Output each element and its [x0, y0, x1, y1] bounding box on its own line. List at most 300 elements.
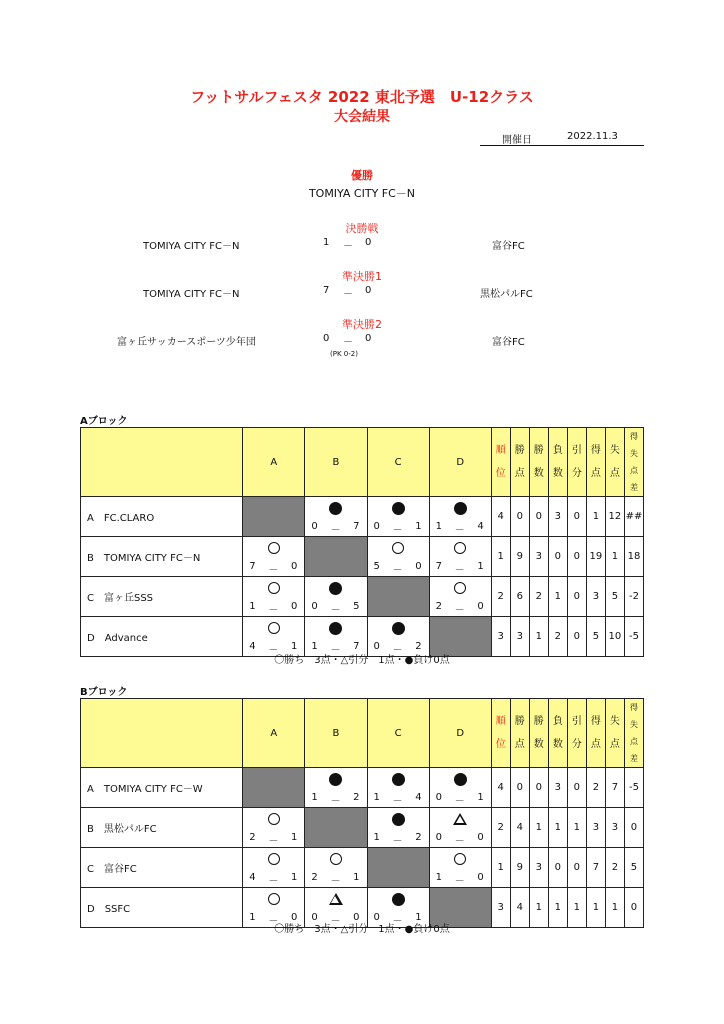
- match-cell: [243, 808, 305, 848]
- score-left: 0: [311, 601, 318, 612]
- team-name: C 富ヶ丘SSS: [81, 577, 243, 617]
- stat-header-ga-char: 点: [609, 739, 620, 750]
- header-corner: [81, 699, 243, 768]
- score-right: 5: [353, 601, 360, 612]
- score-dash: －: [392, 645, 403, 656]
- stat-points: 0: [510, 497, 529, 537]
- score-right: 1: [291, 641, 298, 652]
- loss-dot-icon: [454, 502, 467, 515]
- score-right: 1: [477, 792, 484, 803]
- stat-losses: 0: [548, 848, 567, 888]
- header-row: [81, 699, 644, 768]
- score-right: 1: [291, 872, 298, 883]
- match-cell: [305, 768, 367, 808]
- score-dash: －: [392, 916, 403, 927]
- score-left: 5: [373, 561, 380, 572]
- score-dash: －: [392, 565, 403, 576]
- final-home-team: TOMIYA CITY FC－N: [143, 241, 240, 252]
- win-circle-icon: [268, 813, 280, 825]
- semi2-away-score: 0: [365, 333, 372, 344]
- score-right: 1: [415, 521, 422, 532]
- match-cell: [243, 537, 305, 577]
- table-row: [81, 537, 644, 577]
- block-a-table: [80, 427, 644, 657]
- stat-header-rank: [491, 428, 510, 497]
- score-left: 1: [249, 912, 256, 923]
- result-mark: [368, 542, 429, 556]
- score-right: 1: [291, 832, 298, 843]
- stat-rank: 2: [491, 577, 510, 617]
- stat-header-gd-char: 差: [629, 754, 638, 763]
- stat-header-wins-char: 数: [533, 739, 544, 750]
- stat-wins: 1: [529, 808, 548, 848]
- semi1-away-team: 黒松パルFC: [480, 289, 533, 300]
- stat-wins: 3: [529, 537, 548, 577]
- stat-gf: 19: [586, 537, 605, 577]
- team-name: A TOMIYA CITY FC－W: [81, 768, 243, 808]
- match-cell: [429, 537, 491, 577]
- match-score: [368, 521, 429, 536]
- score-dash: －: [330, 796, 341, 807]
- stat-header-rank-char: 位: [495, 468, 506, 479]
- stat-header-wins-char: 数: [533, 468, 544, 479]
- self-match-cell: [367, 848, 429, 888]
- stat-gf: 7: [586, 848, 605, 888]
- champion-label: 優勝: [351, 169, 373, 182]
- score-left: 0: [311, 912, 318, 923]
- stat-header-ga: [605, 699, 624, 768]
- match-cell: [429, 848, 491, 888]
- result-mark: [243, 622, 304, 636]
- stat-wins: 1: [529, 617, 548, 657]
- score-left: 1: [373, 832, 380, 843]
- stat-rank: 4: [491, 497, 510, 537]
- loss-dot-icon: [454, 773, 467, 786]
- stat-header-gd-char: 失: [629, 720, 638, 729]
- score-right: 1: [477, 561, 484, 572]
- match-cell: [429, 768, 491, 808]
- semi1-home-score: 7: [323, 285, 330, 296]
- match-cell: [367, 497, 429, 537]
- win-circle-icon: [454, 542, 466, 554]
- score-dash: －: [454, 836, 465, 847]
- score-dash: －: [454, 605, 465, 616]
- match-cell: [243, 848, 305, 888]
- score-dash: －: [454, 565, 465, 576]
- match-cell: [367, 537, 429, 577]
- page-title: フットサルフェスタ 2022 東北予選 U-12クラス: [190, 88, 534, 106]
- win-circle-icon: [330, 853, 342, 865]
- stat-wins: 0: [529, 497, 548, 537]
- score-right: 0: [291, 561, 298, 572]
- stat-header-points-char: 点: [514, 739, 525, 750]
- match-score: [368, 792, 429, 807]
- stat-points: 9: [510, 848, 529, 888]
- score-dash: －: [454, 796, 465, 807]
- score-left: 1: [435, 872, 442, 883]
- header-row: [81, 428, 644, 497]
- stat-gf: 3: [586, 808, 605, 848]
- stat-draws: 0: [567, 768, 586, 808]
- stat-gd: 0: [624, 888, 643, 928]
- self-match-cell: [367, 577, 429, 617]
- score-right: 0: [353, 912, 360, 923]
- semi2-dash: －: [343, 337, 353, 348]
- score-left: 2: [249, 832, 256, 843]
- result-mark: [305, 853, 366, 867]
- match-cell: [429, 577, 491, 617]
- match-score: [243, 561, 304, 576]
- champion-team: TOMIYA CITY FC－N: [308, 187, 416, 200]
- score-dash: －: [268, 836, 279, 847]
- table-row: [81, 848, 644, 888]
- match-cell: [429, 497, 491, 537]
- score-dash: －: [268, 876, 279, 887]
- stat-header-rank-char: 位: [495, 739, 506, 750]
- stat-rank: 1: [491, 848, 510, 888]
- match-score: [243, 601, 304, 616]
- score-left: 0: [373, 912, 380, 923]
- stat-header-ga-char: 失: [609, 716, 620, 727]
- stat-header-gd-char: 得: [629, 703, 638, 712]
- score-right: 2: [415, 832, 422, 843]
- result-mark: [368, 622, 429, 636]
- semi1-label: 準決勝1: [342, 270, 382, 283]
- loss-dot-icon: [392, 893, 405, 906]
- stat-draws: 0: [567, 617, 586, 657]
- score-right: 0: [477, 601, 484, 612]
- score-right: 1: [353, 872, 360, 883]
- match-cell: [305, 848, 367, 888]
- stat-header-points-char: 勝: [514, 445, 525, 456]
- score-left: 0: [311, 521, 318, 532]
- final-home-score: 1: [323, 237, 330, 248]
- date-underline: [480, 145, 644, 146]
- stat-header-gf-char: 点: [590, 739, 601, 750]
- team-name: B 黒松パルFC: [81, 808, 243, 848]
- stat-gd: -5: [624, 617, 643, 657]
- table-row: [81, 768, 644, 808]
- result-mark: [368, 893, 429, 907]
- stat-gf: 1: [586, 497, 605, 537]
- result-mark: [368, 773, 429, 787]
- stat-header-losses-char: 負: [552, 716, 563, 727]
- final-away-team: 富谷FC: [492, 241, 525, 252]
- score-dash: －: [268, 565, 279, 576]
- stat-header-draws-char: 引: [571, 716, 582, 727]
- loss-dot-icon: [329, 622, 342, 635]
- score-left: 1: [311, 641, 318, 652]
- stat-gf: 5: [586, 617, 605, 657]
- score-right: 4: [415, 792, 422, 803]
- stat-header-gd-char: 点: [629, 466, 638, 475]
- semi2-home-score: 0: [323, 333, 330, 344]
- stat-header-draws: [567, 699, 586, 768]
- stat-rank: 1: [491, 537, 510, 577]
- stat-header-ga-char: 失: [609, 445, 620, 456]
- column-header-c: C: [367, 428, 429, 497]
- score-right: 4: [477, 521, 484, 532]
- stat-draws: 0: [567, 537, 586, 577]
- result-mark: [243, 582, 304, 596]
- team-name: C 富谷FC: [81, 848, 243, 888]
- column-header-d: D: [429, 428, 491, 497]
- stat-header-losses-char: 数: [552, 468, 563, 479]
- stat-ga: 3: [605, 808, 624, 848]
- stat-draws: 0: [567, 497, 586, 537]
- match-score: [430, 872, 491, 887]
- table-row: [81, 497, 644, 537]
- draw-triangle-icon: [453, 813, 467, 825]
- stat-header-ga: [605, 428, 624, 497]
- table-row: [81, 808, 644, 848]
- result-mark: [430, 853, 491, 867]
- match-score: [430, 792, 491, 807]
- block-b-legend: 〇勝ち 3点・△引分 1点・●負け0点: [274, 924, 450, 935]
- match-score: [368, 832, 429, 847]
- stat-header-gd: [624, 699, 643, 768]
- stat-ga: 1: [605, 537, 624, 577]
- score-left: 7: [435, 561, 442, 572]
- stat-header-losses-char: 負: [552, 445, 563, 456]
- stat-losses: 3: [548, 497, 567, 537]
- result-mark: [305, 622, 366, 636]
- score-left: 4: [249, 872, 256, 883]
- semi1-dash: －: [343, 289, 353, 300]
- result-mark: [305, 502, 366, 516]
- stat-rank: 4: [491, 768, 510, 808]
- column-header-b: B: [305, 428, 367, 497]
- score-left: 0: [373, 521, 380, 532]
- stat-header-wins-char: 勝: [533, 445, 544, 456]
- result-mark: [243, 542, 304, 556]
- stat-ga: 10: [605, 617, 624, 657]
- table-row: [81, 577, 644, 617]
- self-match-cell: [243, 768, 305, 808]
- stat-header-draws-char: 引: [571, 445, 582, 456]
- match-cell: [429, 808, 491, 848]
- final-label: 決勝戦: [345, 222, 379, 235]
- win-circle-icon: [268, 893, 280, 905]
- column-header-a: A: [243, 699, 305, 768]
- result-mark: [430, 813, 491, 827]
- score-dash: －: [392, 836, 403, 847]
- score-left: 4: [249, 641, 256, 652]
- semi1-home-team: TOMIYA CITY FC－N: [143, 289, 240, 300]
- score-dash: －: [330, 645, 341, 656]
- stat-gf: 1: [586, 888, 605, 928]
- stat-ga: 2: [605, 848, 624, 888]
- stat-rank: 3: [491, 617, 510, 657]
- stat-header-points-char: 勝: [514, 716, 525, 727]
- score-right: 7: [353, 641, 360, 652]
- match-score: [305, 792, 366, 807]
- stat-header-gf-char: 得: [590, 716, 601, 727]
- score-left: 2: [311, 872, 318, 883]
- score-right: 1: [415, 912, 422, 923]
- stat-ga: 12: [605, 497, 624, 537]
- semi1-away-score: 0: [365, 285, 372, 296]
- date-value: 2022.11.3: [567, 131, 618, 142]
- score-left: 1: [373, 792, 380, 803]
- column-header-d: D: [429, 699, 491, 768]
- stat-draws: 0: [567, 848, 586, 888]
- draw-triangle-icon: [329, 893, 343, 905]
- score-left: 1: [249, 601, 256, 612]
- result-mark: [430, 542, 491, 556]
- stat-header-losses: [548, 699, 567, 768]
- stat-header-gd-char: 差: [629, 483, 638, 492]
- stat-header-wins: [529, 428, 548, 497]
- semi2-pk: (PK 0-2): [330, 350, 358, 358]
- score-dash: －: [268, 645, 279, 656]
- result-mark: [243, 893, 304, 907]
- stat-draws: 1: [567, 808, 586, 848]
- team-name: D SSFC: [81, 888, 243, 928]
- result-mark: [368, 813, 429, 827]
- score-dash: －: [330, 916, 341, 927]
- stat-header-points-char: 点: [514, 468, 525, 479]
- match-score: [243, 872, 304, 887]
- team-name: B TOMIYA CITY FC－N: [81, 537, 243, 577]
- stat-header-losses-char: 数: [552, 739, 563, 750]
- result-mark: [243, 853, 304, 867]
- stat-rank: 3: [491, 888, 510, 928]
- stat-draws: 0: [567, 577, 586, 617]
- stat-header-draws-char: 分: [571, 739, 582, 750]
- score-dash: －: [454, 525, 465, 536]
- column-header-a: A: [243, 428, 305, 497]
- score-dash: －: [268, 605, 279, 616]
- result-mark: [305, 893, 366, 907]
- match-score: [430, 832, 491, 847]
- column-header-c: C: [367, 699, 429, 768]
- stat-header-gd-char: 得: [629, 432, 638, 441]
- stat-points: 6: [510, 577, 529, 617]
- stat-header-gf-char: 得: [590, 445, 601, 456]
- semi2-home-team: 富ヶ丘サッカースポーツ少年団: [117, 337, 256, 348]
- stat-points: 4: [510, 808, 529, 848]
- stat-header-wins: [529, 699, 548, 768]
- stat-header-rank: [491, 699, 510, 768]
- match-score: [368, 561, 429, 576]
- semi2-label: 準決勝2: [342, 318, 382, 331]
- loss-dot-icon: [392, 813, 405, 826]
- self-match-cell: [305, 537, 367, 577]
- score-right: 2: [415, 641, 422, 652]
- stat-wins: 2: [529, 577, 548, 617]
- score-right: 0: [477, 832, 484, 843]
- stat-header-losses: [548, 428, 567, 497]
- stat-header-draws: [567, 428, 586, 497]
- stat-losses: 3: [548, 768, 567, 808]
- score-right: 0: [477, 872, 484, 883]
- win-circle-icon: [454, 582, 466, 594]
- score-dash: －: [392, 796, 403, 807]
- result-mark: [430, 582, 491, 596]
- score-left: 1: [435, 521, 442, 532]
- score-dash: －: [330, 605, 341, 616]
- match-score: [430, 561, 491, 576]
- stat-wins: 3: [529, 848, 548, 888]
- stat-gd: 0: [624, 808, 643, 848]
- score-right: 0: [291, 912, 298, 923]
- win-circle-icon: [392, 542, 404, 554]
- self-match-cell: [243, 497, 305, 537]
- stat-header-gd-char: 点: [629, 737, 638, 746]
- result-mark: [305, 773, 366, 787]
- result-mark: [368, 502, 429, 516]
- stat-losses: 2: [548, 617, 567, 657]
- score-left: 0: [435, 792, 442, 803]
- stat-gf: 2: [586, 768, 605, 808]
- team-name: D Advance: [81, 617, 243, 657]
- stat-rank: 2: [491, 808, 510, 848]
- stat-header-points: [510, 699, 529, 768]
- stat-points: 3: [510, 617, 529, 657]
- stat-points: 0: [510, 768, 529, 808]
- stat-gd: ##: [624, 497, 643, 537]
- score-right: 0: [415, 561, 422, 572]
- result-mark: [430, 773, 491, 787]
- stat-draws: 1: [567, 888, 586, 928]
- score-right: 0: [291, 601, 298, 612]
- stat-gd: 18: [624, 537, 643, 577]
- score-right: 7: [353, 521, 360, 532]
- loss-dot-icon: [392, 622, 405, 635]
- match-cell: [305, 577, 367, 617]
- match-cell: [243, 577, 305, 617]
- stat-gd: 5: [624, 848, 643, 888]
- score-left: 0: [435, 832, 442, 843]
- stat-header-rank-char: 順: [495, 445, 506, 456]
- stat-ga: 7: [605, 768, 624, 808]
- match-score: [243, 832, 304, 847]
- stat-header-gf-char: 点: [590, 468, 601, 479]
- result-mark: [430, 502, 491, 516]
- stat-header-wins-char: 勝: [533, 716, 544, 727]
- match-cell: [367, 808, 429, 848]
- stat-losses: 1: [548, 888, 567, 928]
- stat-header-draws-char: 分: [571, 468, 582, 479]
- stat-ga: 5: [605, 577, 624, 617]
- stat-gd: -5: [624, 768, 643, 808]
- score-left: 1: [311, 792, 318, 803]
- final-dash: －: [343, 241, 353, 252]
- result-mark: [305, 582, 366, 596]
- stat-header-points: [510, 428, 529, 497]
- stat-ga: 1: [605, 888, 624, 928]
- stat-header-ga-char: 点: [609, 468, 620, 479]
- final-away-score: 0: [365, 237, 372, 248]
- score-dash: －: [454, 876, 465, 887]
- page-subtitle: 大会結果: [334, 109, 390, 125]
- loss-dot-icon: [329, 502, 342, 515]
- stat-points: 9: [510, 537, 529, 577]
- loss-dot-icon: [392, 502, 405, 515]
- match-score: [430, 521, 491, 536]
- match-score: [305, 601, 366, 616]
- stat-header-gf: [586, 428, 605, 497]
- score-left: 2: [435, 601, 442, 612]
- stat-header-rank-char: 順: [495, 716, 506, 727]
- score-dash: －: [330, 525, 341, 536]
- stat-losses: 1: [548, 577, 567, 617]
- score-dash: －: [268, 916, 279, 927]
- semi2-away-team: 富谷FC: [492, 337, 525, 348]
- stat-gf: 3: [586, 577, 605, 617]
- loss-dot-icon: [392, 773, 405, 786]
